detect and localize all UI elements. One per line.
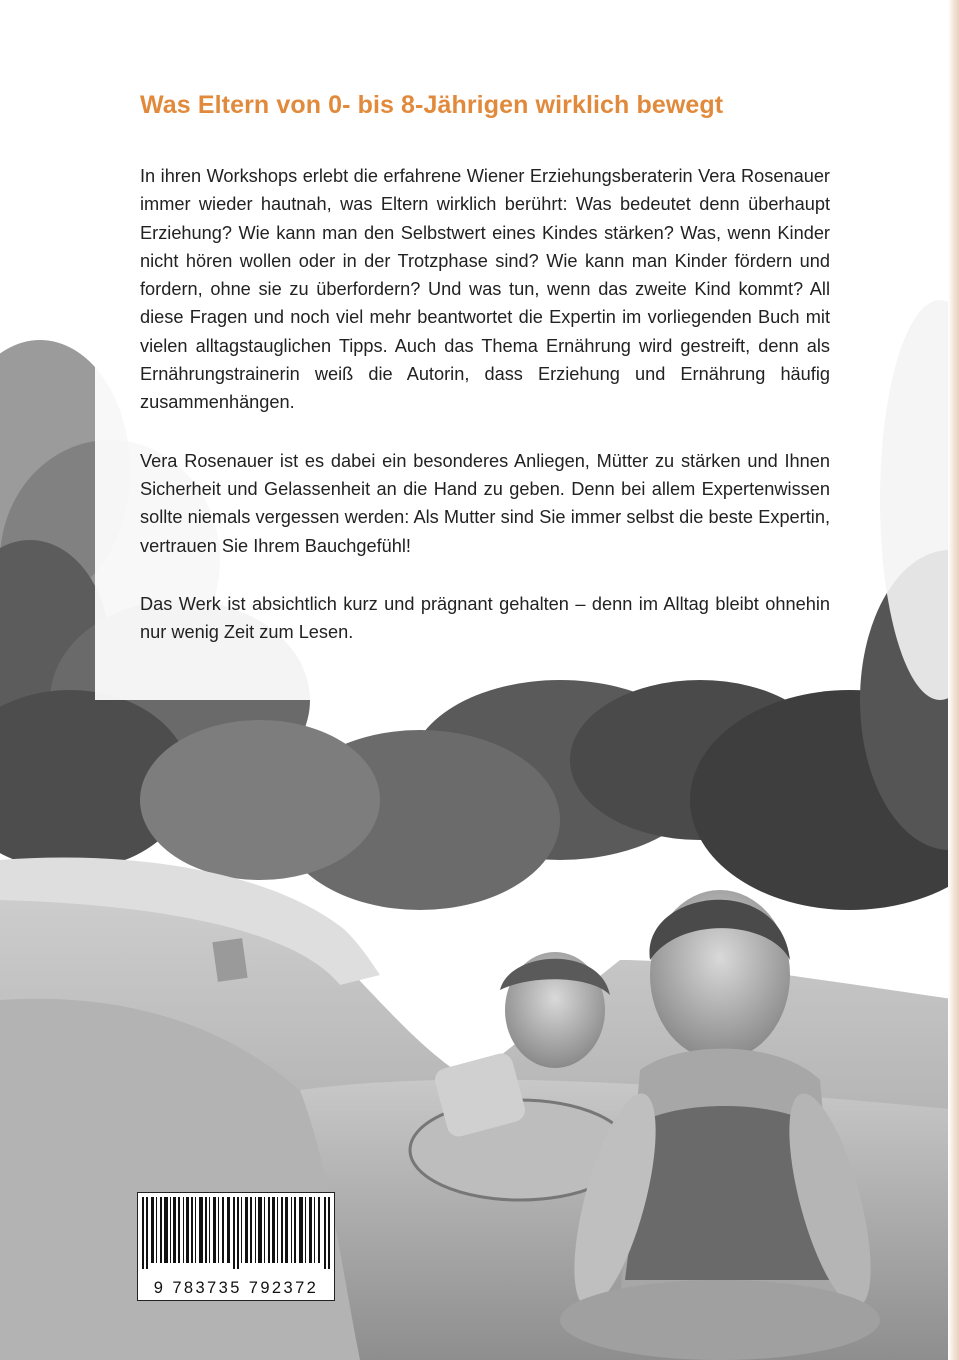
- barcode-bars: [142, 1197, 330, 1269]
- blurb-text-block: [140, 88, 830, 676]
- isbn-number: 9 783735 792372: [153, 1279, 319, 1297]
- blurb-paragraph-3: Das Werk ist absichtlich kurz und prägnant gehalten – denn im Alltag bleibt ohnehin nur wenig Zeit zum Lesen.: [140, 593, 830, 643]
- isbn-barcode: [137, 1192, 335, 1301]
- cover-edge-strip: [948, 0, 959, 1360]
- blurb-paragraph-1: In ihren Workshops erlebt die erfahrene Wiener Erziehungsberaterin Vera Rosenauer immer wieder hautnah, was Eltern wirklich berührt: Was bedeutet denn überhaupt Erziehung? Wie kann man den Selbstwert eines Kindes stärken? Was, wenn Kinder nicht hören wollen oder in der Trotzphase sind? Wie kann man Kinder fördern und fordern, ohne sie zu überfordern? Und was tun, wenn das zweite Kind kommt? All diese Fragen und noch viel mehr beantwortet die Expertin im vorliegenden Buch mit vielen alltagstauglichen Tipps. Auch das Thema Ernährung wird gestreift, denn als Ernährungstrainerin weiß die Autorin, dass Erziehung und Ernährung häufig zusammenhängen.: [140, 166, 830, 413]
- blurb-paragraph-2: Vera Rosenauer ist es dabei ein besonderes Anliegen, Mütter zu stärken und Ihnen Sicherheit und Gelassenheit an die Hand zu geben. Denn bei allem Expertenwissen sollte niemals vergessen werden: Als Mutter sind Sie immer selbst die beste Expertin, vertrauen Sie Ihrem Bauchgefühl!: [140, 450, 830, 556]
- back-cover-title: Was Eltern von 0- bis 8-Jährigen wirklich bewegt: [140, 91, 724, 119]
